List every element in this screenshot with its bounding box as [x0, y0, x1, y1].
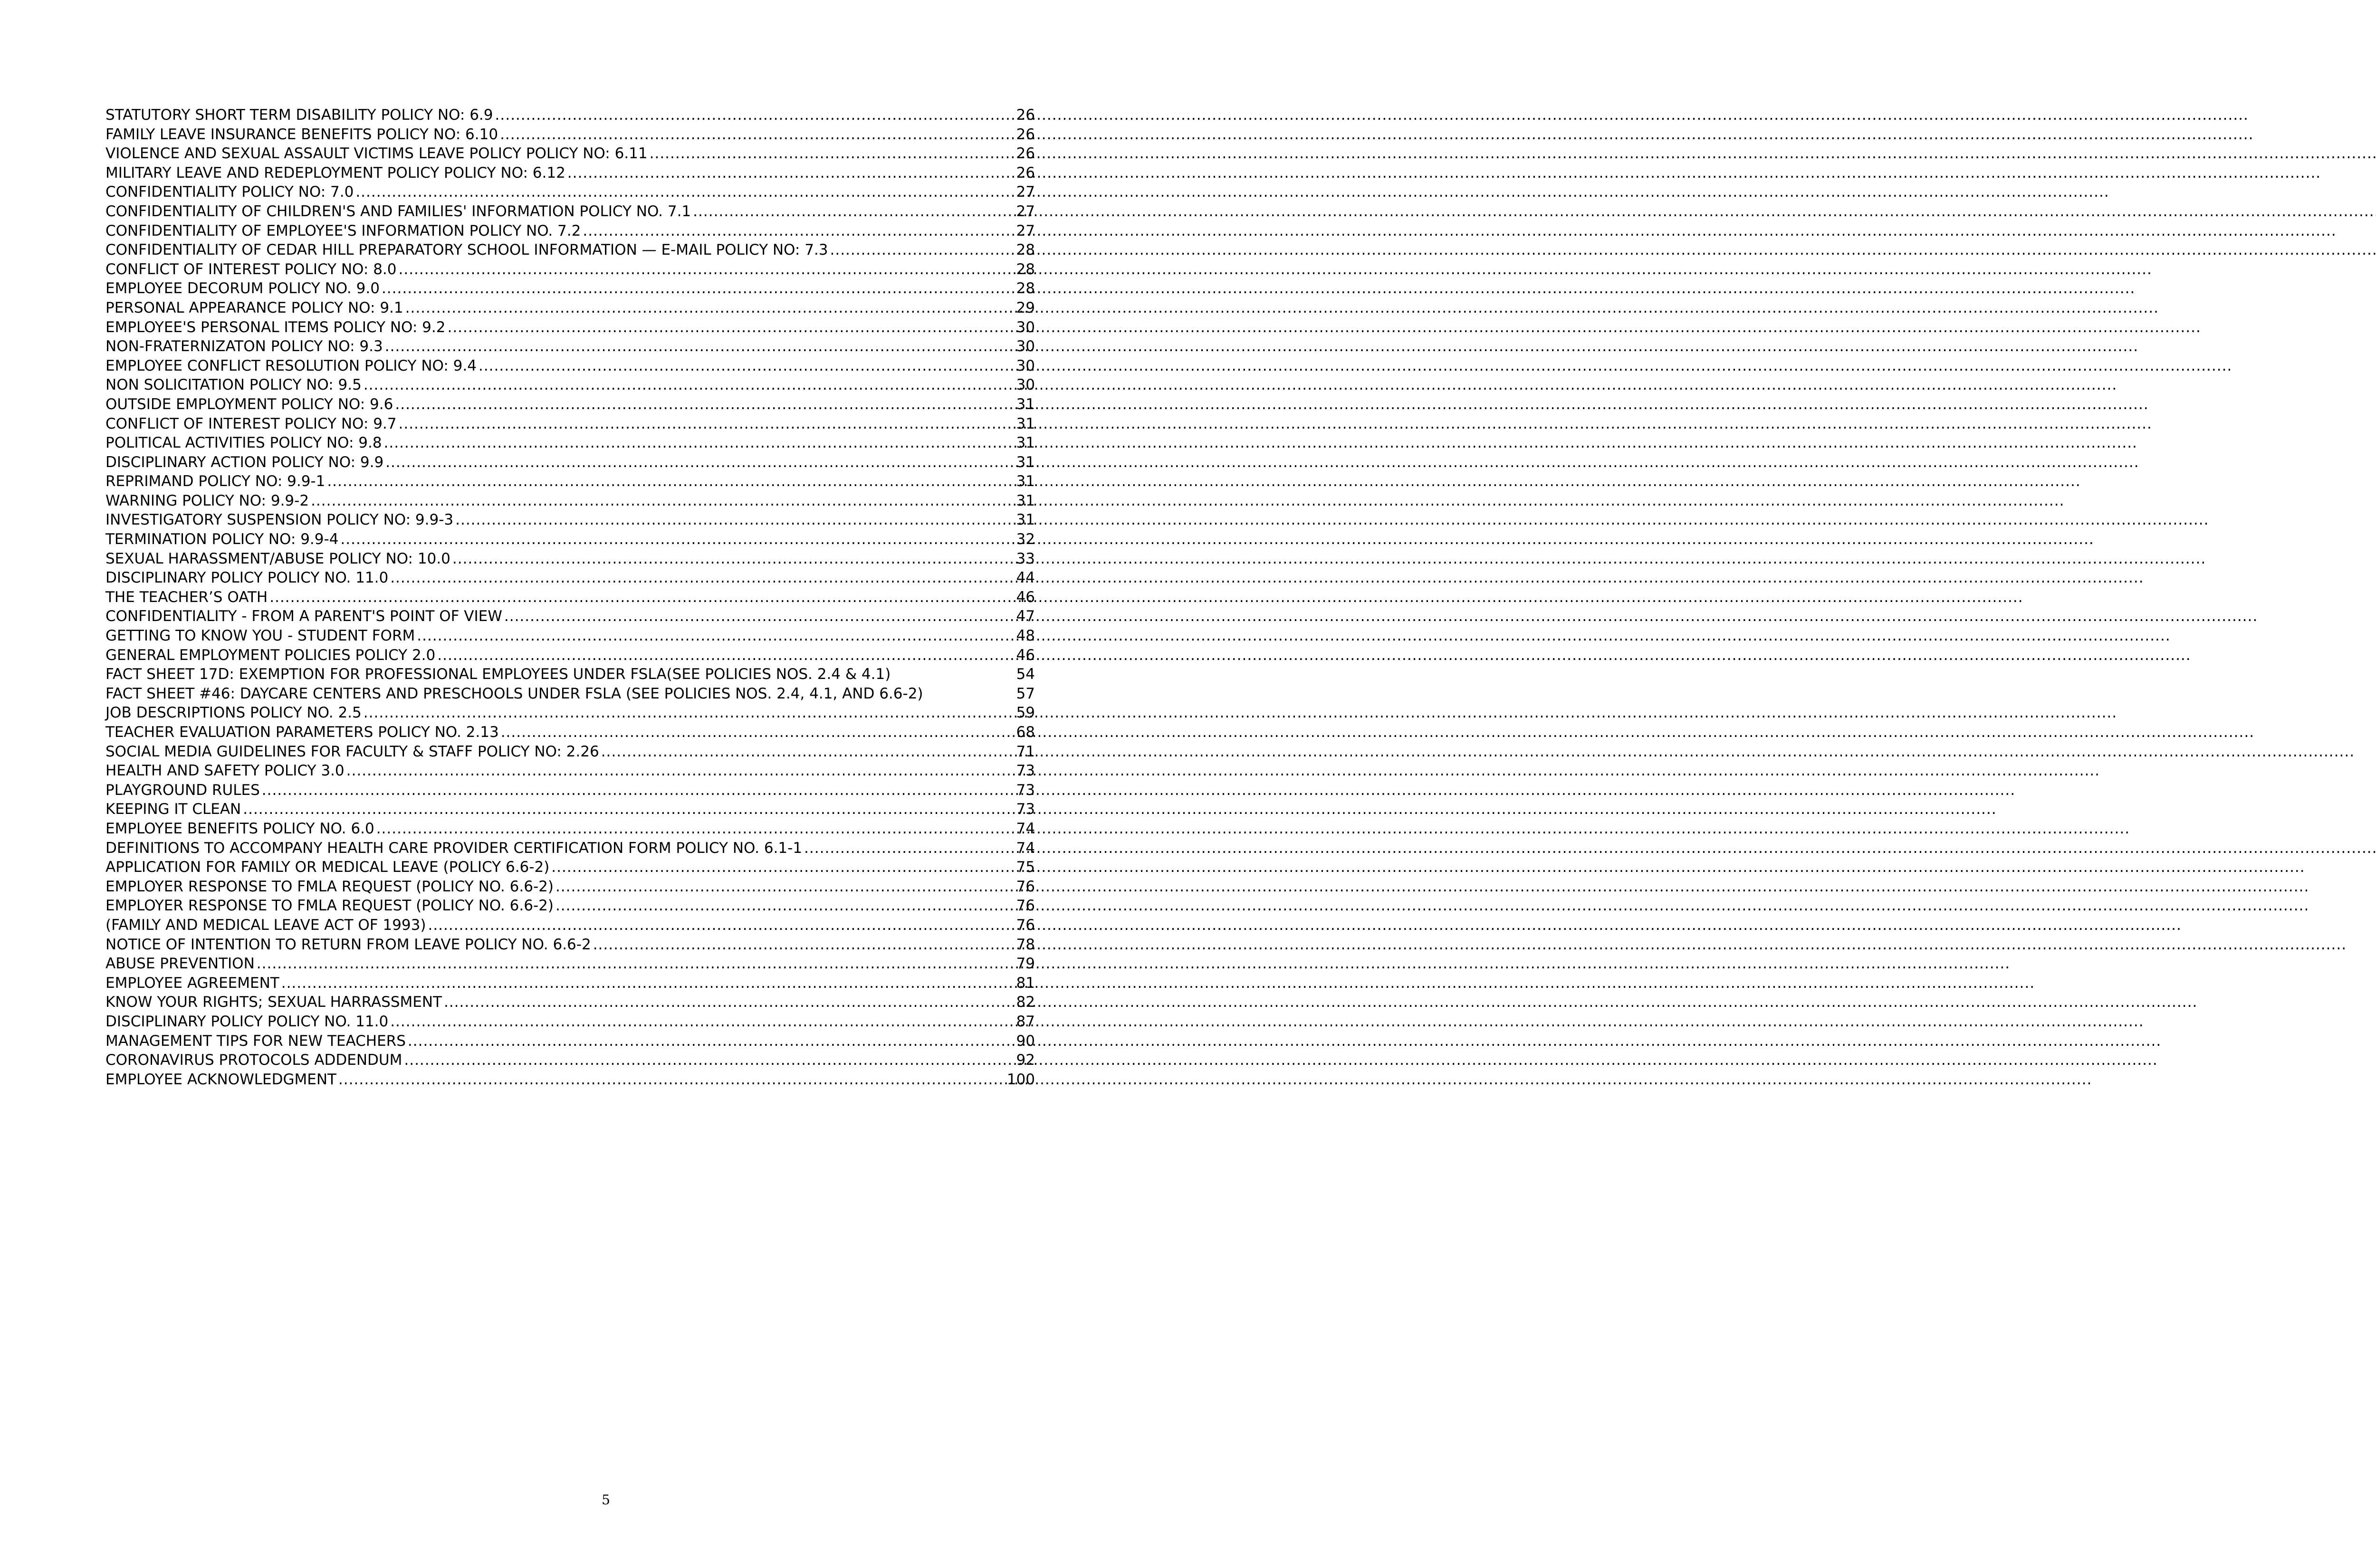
toc-entry[interactable] — [105, 819, 1035, 839]
toc-dot-leader — [444, 993, 1016, 1012]
toc-entry-page: 74 — [1016, 839, 1035, 857]
toc-entry[interactable] — [105, 337, 1035, 356]
toc-entry-page: 31 — [1016, 511, 1035, 529]
toc-entry-title: CONFIDENTIALITY - FROM A PARENT'S POINT OF VIEW — [105, 608, 502, 625]
toc-dot-leader — [804, 839, 1016, 858]
toc-dot-leader — [269, 588, 1015, 607]
toc-entry[interactable] — [105, 279, 1035, 298]
toc-entry-title: NON-FRATERNIZATON POLICY NO: 9.3 — [105, 338, 383, 355]
toc-entry[interactable] — [105, 761, 1035, 781]
toc-entry-title: CONFIDENTIALITY OF EMPLOYEE'S INFORMATION POLICY NO. 7.2 — [105, 222, 581, 239]
toc-entry-page: 28 — [1016, 260, 1035, 278]
page-number: 5 — [602, 1492, 610, 1508]
toc-entry-title: EMPLOYEE'S PERSONAL ITEMS POLICY NO: 9.2 — [105, 318, 446, 336]
toc-entry[interactable] — [105, 240, 1035, 260]
toc-entry-title: DISCIPLINARY POLICY POLICY NO. 11.0 — [105, 1013, 389, 1030]
toc-entry[interactable] — [105, 723, 1035, 742]
toc-entry-page: 48 — [1016, 627, 1035, 645]
toc-entry[interactable] — [105, 954, 1035, 974]
toc-entry-title: EMPLOYEE DECORUM POLICY NO. 9.0 — [105, 280, 380, 297]
toc-entry-title: STATUTORY SHORT TERM DISABILITY POLICY NO: 6.9 — [105, 106, 493, 124]
toc-entry-page: 31 — [1016, 492, 1035, 509]
toc-entry-page: 30 — [1016, 318, 1035, 336]
toc-entry-page: 31 — [1016, 415, 1035, 432]
toc-entry[interactable] — [105, 742, 1035, 762]
toc-entry-title: DISCIPLINARY ACTION POLICY NO: 9.9 — [105, 453, 384, 471]
toc-entry[interactable] — [105, 144, 1035, 163]
toc-entry[interactable] — [105, 974, 1035, 993]
toc-entry-title: INVESTIGATORY SUSPENSION POLICY NO: 9.9-3 — [105, 511, 454, 529]
toc-dot-leader — [395, 395, 1015, 414]
toc-dot-leader — [601, 742, 1016, 762]
toc-entry[interactable] — [105, 414, 1035, 434]
toc-dot-leader — [428, 916, 1015, 935]
toc-entry-title: TEACHER EVALUATION PARAMETERS POLICY NO. 2.13 — [105, 724, 499, 741]
toc-dot-leader — [390, 568, 1015, 588]
toc-entry[interactable] — [105, 510, 1035, 530]
toc-entry[interactable] — [105, 163, 1035, 183]
toc-entry-page: 73 — [1016, 762, 1035, 780]
toc-entry[interactable] — [105, 105, 1035, 125]
toc-entry-title: MANAGEMENT TIPS FOR NEW TEACHERS — [105, 1032, 406, 1050]
toc-entry-page: 31 — [1016, 473, 1035, 490]
toc-dot-leader — [583, 221, 1015, 241]
toc-entry[interactable] — [105, 626, 1035, 646]
toc-entry-page: 31 — [1016, 453, 1035, 471]
toc-entry-page: 74 — [1016, 820, 1035, 837]
toc-entry-page: 30 — [1016, 338, 1035, 355]
toc-dot-leader — [399, 260, 1016, 279]
toc-entry-title: JOB DESCRIPTIONS POLICY NO. 2.5 — [105, 704, 362, 722]
toc-entry-title: SEXUAL HARASSMENT/ABUSE POLICY NO: 10.0 — [105, 550, 450, 567]
toc-entry[interactable] — [105, 318, 1035, 337]
toc-entry-title: CORONAVIRUS PROTOCOLS ADDENDUM — [105, 1052, 402, 1069]
toc-entry-page: 100 — [1006, 1071, 1035, 1088]
toc-entry-title: PLAYGROUND RULES — [105, 781, 260, 799]
toc-entry-page: 75 — [1016, 859, 1035, 876]
toc-entry-title: CONFLICT OF INTEREST POLICY NO: 9.7 — [105, 415, 397, 432]
toc-dot-leader — [262, 781, 1016, 800]
toc-entry-page: 68 — [1016, 724, 1035, 741]
toc-entry[interactable] — [105, 896, 1035, 916]
toc-entry-title: HEALTH AND SAFETY POLICY 3.0 — [105, 762, 345, 780]
toc-entry[interactable] — [105, 1051, 1035, 1070]
toc-entry[interactable] — [105, 858, 1035, 877]
toc-entry-page: 92 — [1016, 1052, 1035, 1069]
toc-entry[interactable] — [105, 433, 1035, 453]
toc-dot-leader — [437, 646, 1015, 665]
toc-dot-leader — [417, 626, 1015, 646]
toc-entry-page: 27 — [1016, 183, 1035, 201]
toc-entry-page: 33 — [1016, 550, 1035, 567]
toc-entry[interactable] — [105, 916, 1035, 935]
toc-entry[interactable] — [105, 472, 1035, 491]
toc-dot-leader — [693, 202, 1015, 221]
toc-entry-page: 90 — [1016, 1032, 1035, 1050]
toc-entry-title: CONFIDENTIALITY OF CEDAR HILL PREPARATORY SCHOOL INFORMATION — E-MAIL POLICY NO: 7.3 — [105, 241, 828, 259]
toc-entry-page: 44 — [1016, 569, 1035, 587]
toc-entry-page: 47 — [1016, 608, 1035, 625]
toc-entry-title: CONFLICT OF INTEREST POLICY NO: 8.0 — [105, 260, 397, 278]
toc-entry-page: 81 — [1016, 974, 1035, 992]
toc-entry[interactable] — [105, 588, 1035, 607]
toc-entry-title: DEFINITIONS TO ACCOMPANY HEALTH CARE PROVIDER CERTIFICATION FORM POLICY NO. 6.1-1 — [105, 839, 803, 857]
toc-entry[interactable] — [105, 646, 1035, 665]
toc-entry-page: 31 — [1016, 434, 1035, 452]
toc-entry[interactable] — [105, 298, 1035, 318]
toc-entry-page: 79 — [1016, 955, 1035, 973]
toc-entry-page: 27 — [1016, 202, 1035, 220]
toc-dot-leader — [452, 549, 1016, 569]
toc-entry[interactable] — [105, 125, 1035, 144]
toc-entry-page: 57 — [1016, 685, 1035, 702]
toc-dot-leader — [479, 356, 1016, 376]
toc-entry-title: EMPLOYEE AGREEMENT — [105, 974, 279, 992]
toc-dot-leader — [346, 761, 1016, 781]
toc-entry[interactable] — [105, 1032, 1035, 1051]
toc-entry-page: 30 — [1016, 357, 1035, 374]
toc-dot-leader — [447, 318, 1015, 337]
toc-entry-title: (FAMILY AND MEDICAL LEAVE ACT OF 1993) — [105, 916, 426, 934]
toc-entry-title: FACT SHEET #46: DAYCARE CENTERS AND PRESCHOOLS UNDER FSLA (SEE POLICIES NOS. 2.4, 4.1, AND 6.6-2) — [105, 685, 923, 702]
toc-dot-leader — [593, 935, 1016, 955]
toc-dot-leader — [405, 298, 1016, 318]
toc-entry[interactable] — [105, 1070, 1035, 1090]
toc-entry-title: EMPLOYEE ACKNOWLEDGMENT — [105, 1071, 336, 1088]
toc-entry[interactable] — [105, 221, 1035, 241]
toc-entry-page: 76 — [1016, 897, 1035, 915]
toc-entry-page: 31 — [1016, 395, 1035, 413]
toc-dot-leader — [551, 858, 1015, 877]
toc-entry[interactable] — [105, 665, 1035, 684]
toc-entry-title: APPLICATION FOR FAMILY OR MEDICAL LEAVE (POLICY 6.6-2) — [105, 859, 550, 876]
toc-entry-page: 32 — [1016, 531, 1035, 548]
toc-entry-title: EMPLOYEE CONFLICT RESOLUTION POLICY NO: 9.4 — [105, 357, 477, 374]
toc-dot-leader — [327, 472, 1015, 491]
toc-entry-title: SOCIAL MEDIA GUIDELINES FOR FACULTY & STAFF POLICY NO: 2.26 — [105, 743, 599, 760]
table-of-contents — [105, 105, 1035, 1089]
toc-entry-page: 78 — [1016, 936, 1035, 953]
toc-entry[interactable] — [105, 549, 1035, 569]
toc-entry[interactable] — [105, 993, 1035, 1012]
toc-dot-leader — [243, 800, 1015, 819]
toc-entry[interactable] — [105, 530, 1035, 549]
toc-dot-leader — [385, 453, 1015, 472]
toc-entry-title: EMPLOYER RESPONSE TO FMLA REQUEST (POLICY NO. 6.6-2) — [105, 897, 554, 915]
toc-dot-leader — [281, 974, 1016, 993]
toc-entry[interactable] — [105, 182, 1035, 202]
toc-dot-leader — [338, 1070, 1006, 1090]
toc-entry-title: FAMILY LEAVE INSURANCE BENEFITS POLICY NO: 6.10 — [105, 125, 498, 143]
toc-entry-page: 30 — [1016, 376, 1035, 394]
toc-dot-leader — [390, 1012, 1015, 1032]
toc-entry-title: KEEPING IT CLEAN — [105, 801, 241, 818]
toc-entry-title: GENERAL EMPLOYMENT POLICIES POLICY 2.0 — [105, 646, 436, 664]
toc-entry-page: 29 — [1016, 299, 1035, 316]
toc-dot-leader — [384, 433, 1016, 453]
toc-dot-leader — [495, 105, 1016, 125]
toc-entry[interactable] — [105, 491, 1035, 511]
toc-entry-title: CONFIDENTIALITY OF CHILDREN'S AND FAMILIES' INFORMATION POLICY NO. 7.1 — [105, 202, 691, 220]
toc-entry-page: 76 — [1016, 916, 1035, 934]
toc-dot-leader — [257, 954, 1016, 974]
toc-entry[interactable] — [105, 395, 1035, 414]
toc-entry-page: 27 — [1016, 222, 1035, 239]
toc-entry[interactable] — [105, 839, 1035, 858]
toc-entry[interactable] — [105, 607, 1035, 626]
toc-dot-leader — [830, 240, 1016, 260]
toc-entry-page: 87 — [1016, 1013, 1035, 1030]
toc-dot-leader — [567, 163, 1016, 183]
toc-entry-page: 46 — [1016, 646, 1035, 664]
toc-entry[interactable] — [105, 800, 1035, 819]
toc-entry-page: 73 — [1016, 781, 1035, 799]
toc-entry-title: MILITARY LEAVE AND REDEPLOYMENT POLICY POLICY NO: 6.12 — [105, 164, 565, 182]
toc-entry-page: 26 — [1016, 164, 1035, 182]
toc-entry-title: FACT SHEET 17D: EXEMPTION FOR PROFESSIONAL EMPLOYEES UNDER FSLA(SEE POLICIES NOS. 2.4 & 4.1) — [105, 666, 891, 683]
toc-dot-leader — [364, 375, 1016, 395]
toc-entry-title: DISCIPLINARY POLICY POLICY NO. 11.0 — [105, 569, 389, 587]
toc-entry[interactable] — [105, 375, 1035, 395]
toc-entry[interactable] — [105, 356, 1035, 376]
toc-entry[interactable] — [105, 877, 1035, 897]
toc-entry[interactable] — [105, 935, 1035, 955]
toc-entry-title: EMPLOYER RESPONSE TO FMLA REQUEST (POLICY NO. 6.6-2) — [105, 878, 554, 895]
toc-entry-title: NOTICE OF INTENTION TO RETURN FROM LEAVE POLICY NO. 6.6-2 — [105, 936, 591, 953]
toc-dot-leader — [408, 1032, 1016, 1051]
toc-entry-page: 46 — [1016, 588, 1035, 606]
toc-entry-title: VIOLENCE AND SEXUAL ASSAULT VICTIMS LEAVE POLICY POLICY NO: 6.11 — [105, 145, 648, 163]
toc-dot-leader — [399, 414, 1016, 434]
toc-dot-leader — [650, 144, 1016, 163]
toc-entry[interactable] — [105, 568, 1035, 588]
toc-entry-title: EMPLOYEE BENEFITS POLICY NO. 6.0 — [105, 820, 374, 837]
toc-dot-leader — [500, 125, 1015, 144]
toc-dot-leader — [556, 896, 1016, 916]
toc-entry-title: TERMINATION POLICY NO: 9.9-4 — [105, 531, 339, 548]
toc-entry-page: 71 — [1016, 743, 1035, 760]
toc-entry-page: 73 — [1016, 801, 1035, 818]
toc-entry-page: 26 — [1016, 145, 1035, 163]
toc-entry-title: OUTSIDE EMPLOYMENT POLICY NO: 9.6 — [105, 395, 393, 413]
toc-entry-title: POLITICAL ACTIVITIES POLICY NO: 9.8 — [105, 434, 382, 452]
toc-entry-page: 54 — [1016, 666, 1035, 683]
toc-entry-page: 76 — [1016, 878, 1035, 895]
toc-entry-page: 28 — [1016, 280, 1035, 297]
toc-entry-title: CONFIDENTIALITY POLICY NO: 7.0 — [105, 183, 354, 201]
toc-entry[interactable] — [105, 260, 1035, 279]
toc-entry-page: 82 — [1016, 994, 1035, 1011]
toc-entry-page: 28 — [1016, 241, 1035, 259]
toc-entry-title: ABUSE PREVENTION — [105, 955, 255, 973]
toc-entry-title: KNOW YOUR RIGHTS; SEXUAL HARRASSMENT — [105, 994, 442, 1011]
toc-dot-leader — [382, 279, 1016, 298]
toc-dot-leader — [504, 607, 1016, 626]
toc-dot-leader — [311, 491, 1015, 511]
toc-entry-title: REPRIMAND POLICY NO: 9.9-1 — [105, 473, 326, 490]
toc-entry[interactable] — [105, 703, 1035, 723]
toc-dot-leader — [376, 819, 1016, 839]
toc-dot-leader — [355, 182, 1015, 202]
toc-dot-leader — [385, 337, 1016, 356]
toc-dot-leader — [340, 530, 1015, 549]
toc-dot-leader — [404, 1051, 1015, 1070]
toc-dot-leader — [364, 703, 1016, 723]
toc-entry-title: GETTING TO KNOW YOU - STUDENT FORM — [105, 627, 415, 645]
toc-entry[interactable] — [105, 453, 1035, 472]
toc-entry-page: 59 — [1016, 704, 1035, 722]
toc-entry[interactable] — [105, 684, 1035, 704]
toc-entry-page: 26 — [1016, 106, 1035, 124]
toc-dot-leader — [455, 510, 1015, 530]
toc-dot-leader — [556, 877, 1016, 897]
toc-entry[interactable] — [105, 781, 1035, 800]
toc-entry[interactable] — [105, 202, 1035, 221]
toc-entry-title: NON SOLICITATION POLICY NO: 9.5 — [105, 376, 362, 394]
toc-entry[interactable] — [105, 1012, 1035, 1032]
toc-entry-title: WARNING POLICY NO: 9.9-2 — [105, 492, 309, 509]
toc-entry-title: THE TEACHER’S OATH — [105, 588, 268, 606]
toc-entry-page: 26 — [1016, 125, 1035, 143]
toc-dot-leader — [501, 723, 1016, 742]
toc-entry-title: PERSONAL APPEARANCE POLICY NO: 9.1 — [105, 299, 403, 316]
